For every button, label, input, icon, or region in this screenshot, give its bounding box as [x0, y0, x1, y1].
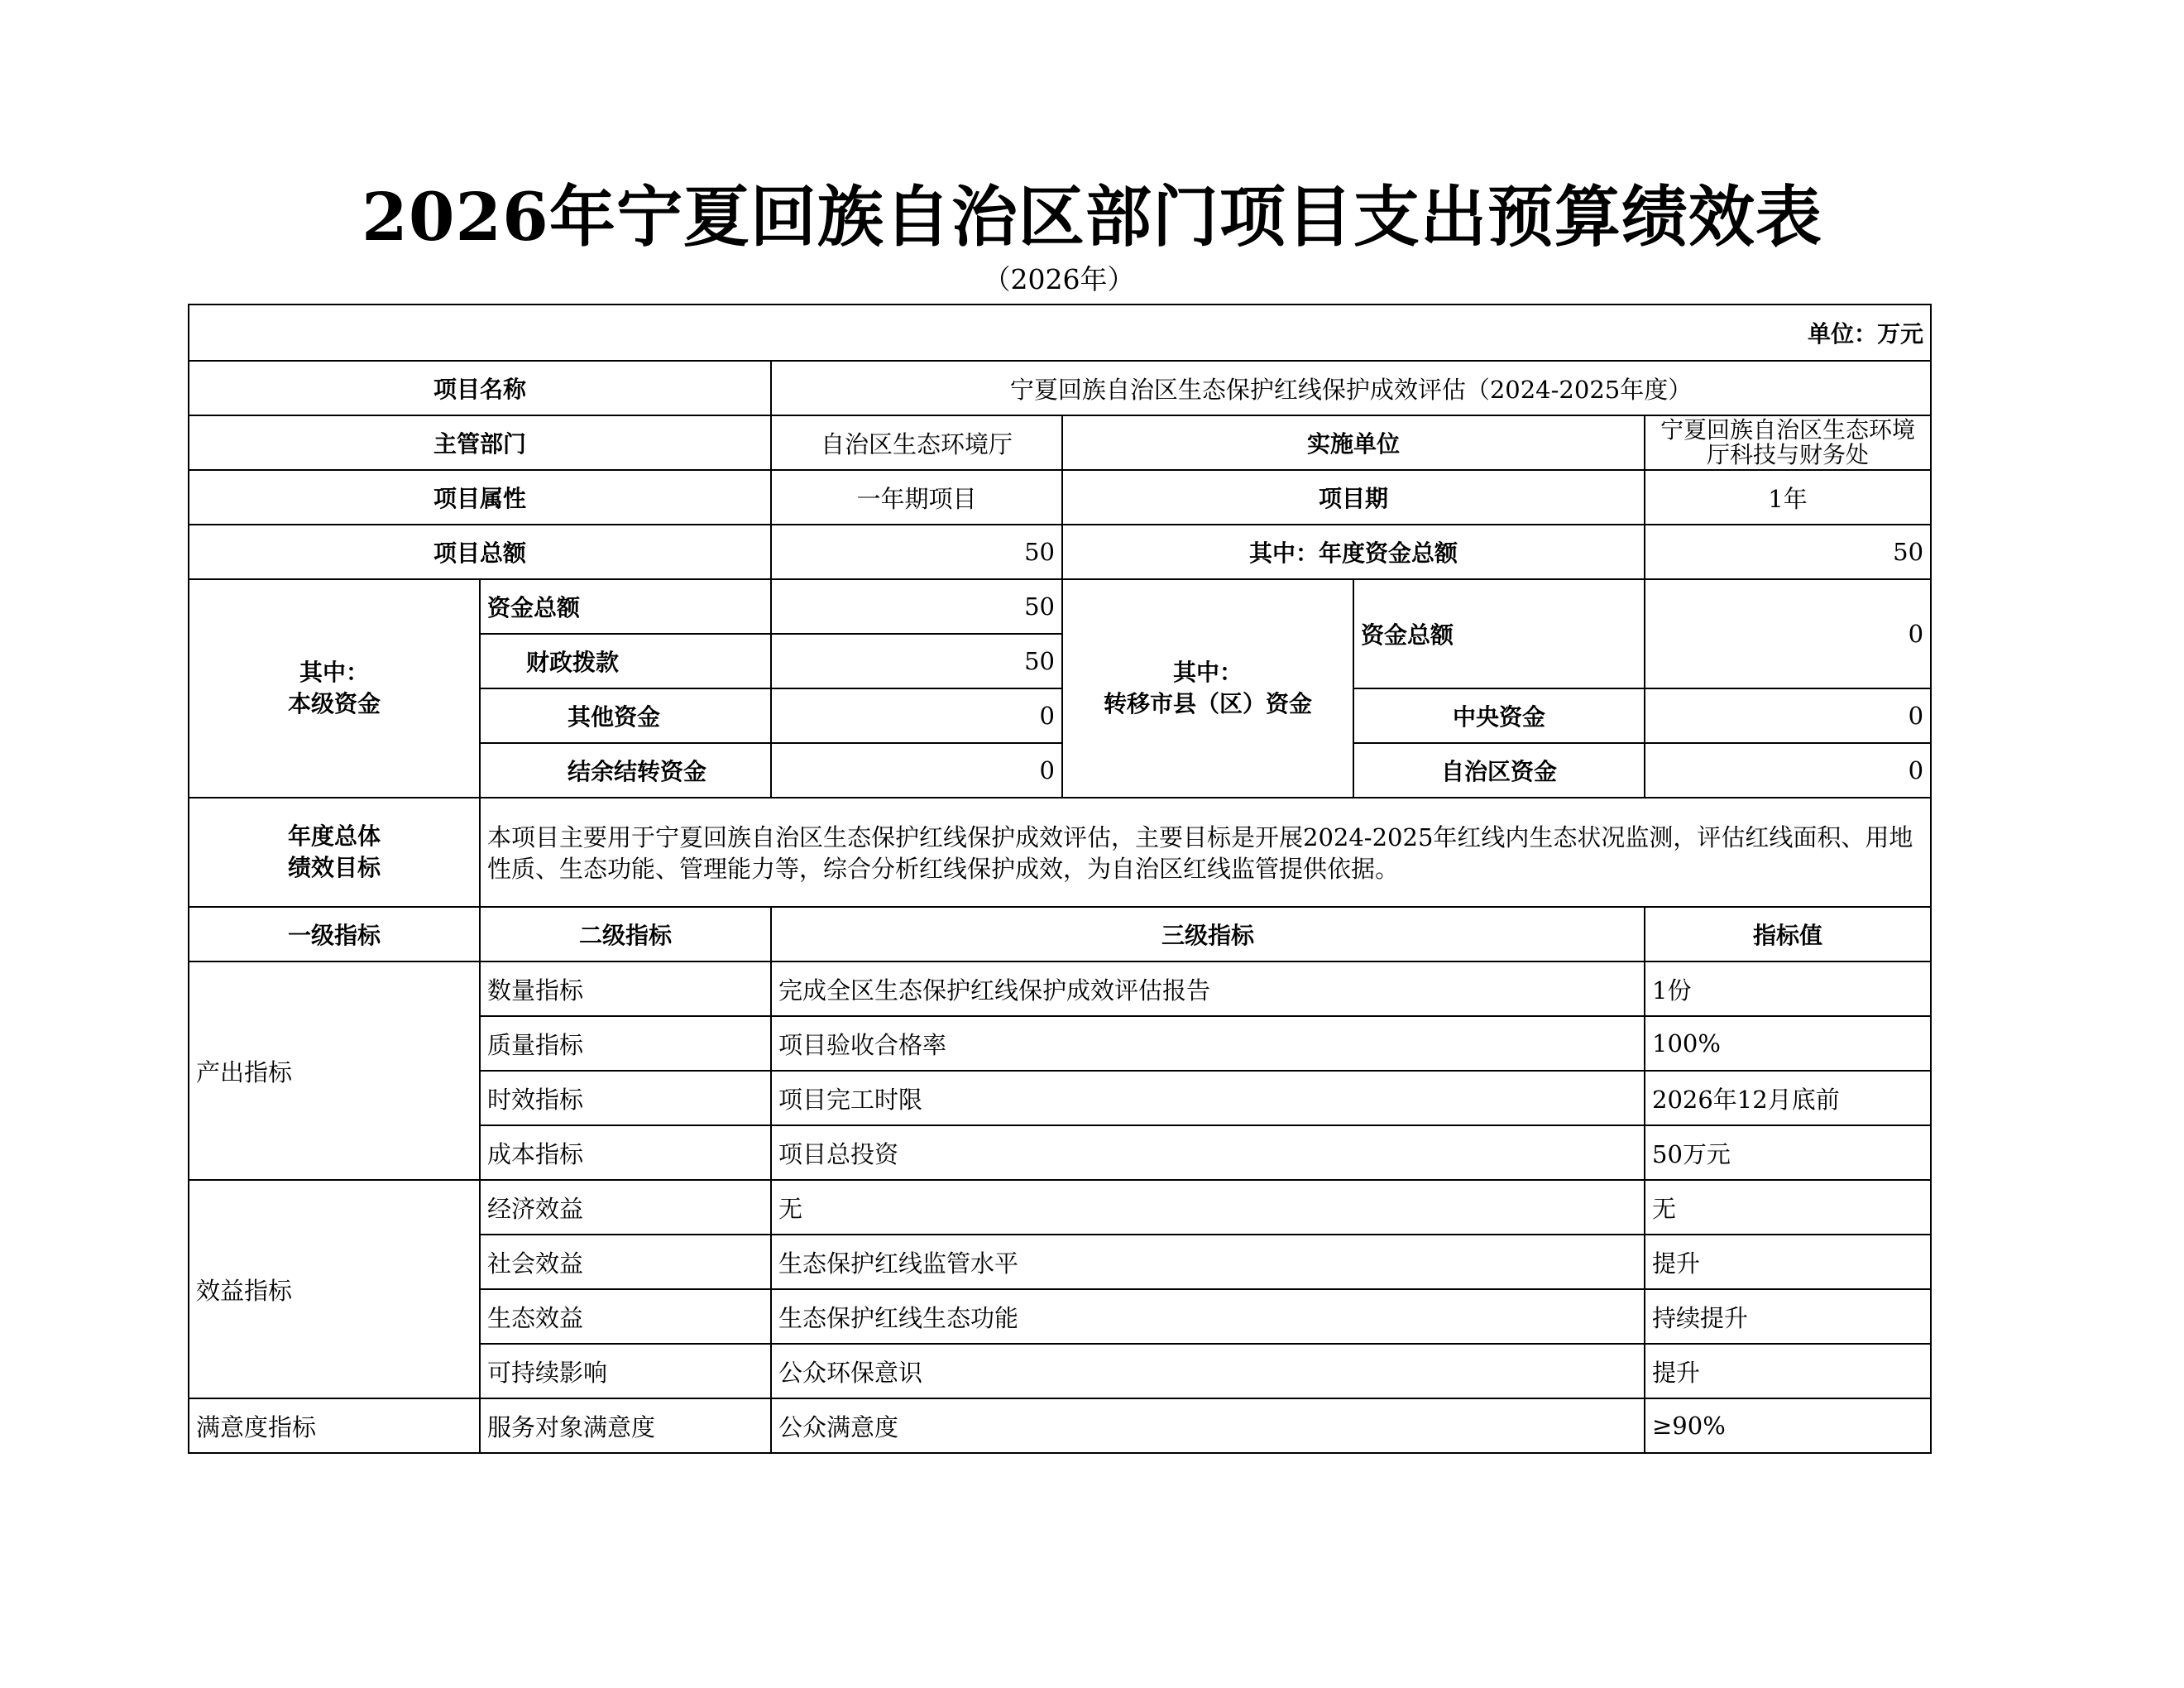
annual-funds-label: 其中：年度资金总额 [1062, 525, 1645, 579]
value-cell: 50万元 [1645, 1125, 1931, 1180]
table-row [189, 961, 1931, 1016]
level3-header: 三级指标 [771, 907, 1645, 961]
surplus-funds-label: 结余结转资金 [480, 743, 771, 798]
project-total-row [189, 525, 1931, 579]
goal-text: 本项目主要用于宁夏回族自治区生态保护红线保护成效评估，主要目标是开展2024-2025年红线内生态状况监测，评估红线面积、用地性质、生态功能、管理能力等，综合分析红线保护成效，为自治区红线监管提供依据。 [480, 798, 1931, 907]
goal-label: 年度总体 绩效目标 [189, 798, 480, 907]
level3-cell: 生态保护红线生态功能 [771, 1289, 1645, 1344]
project-attr-value: 一年期项目 [771, 470, 1062, 525]
project-name-label: 项目名称 [189, 361, 771, 415]
region-funds-label: 自治区资金 [1353, 743, 1645, 798]
project-name-value: 宁夏回族自治区生态保护红线保护成效评估（2024-2025年度） [771, 361, 1931, 415]
goal-row [189, 798, 1931, 907]
department-row [189, 415, 1931, 470]
department-value: 自治区生态环境厅 [771, 415, 1062, 470]
value-cell: 1份 [1645, 961, 1931, 1016]
level2-cell: 经济效益 [480, 1180, 771, 1235]
page-subtitle: （2026年） [983, 263, 1135, 295]
local-funds-label: 其中： 本级资金 [189, 579, 480, 798]
unit-row [189, 305, 1931, 361]
local-total-value: 50 [771, 579, 1062, 634]
fiscal-label: 财政拨款 [480, 634, 771, 688]
level1-header: 一级指标 [189, 907, 480, 961]
transfer-total-label: 资金总额 [1353, 579, 1645, 688]
level3-cell: 完成全区生态保护红线保护成效评估报告 [771, 961, 1645, 1016]
transfer-total-value: 0 [1645, 579, 1931, 688]
level2-cell: 社会效益 [480, 1235, 771, 1289]
value-cell: 持续提升 [1645, 1289, 1931, 1344]
central-funds-label: 中央资金 [1353, 688, 1645, 743]
benefit-indicator-label: 效益指标 [189, 1180, 480, 1398]
value-cell: 2026年12月底前 [1645, 1071, 1931, 1125]
level3-cell: 项目总投资 [771, 1125, 1645, 1180]
region-funds-value: 0 [1645, 743, 1931, 798]
level3-cell: 公众满意度 [771, 1398, 1645, 1453]
level3-cell: 无 [771, 1180, 1645, 1235]
performance-table [188, 304, 1932, 1454]
local-total-label: 资金总额 [480, 579, 771, 634]
level2-cell: 质量指标 [480, 1016, 771, 1071]
level2-cell: 可持续影响 [480, 1344, 771, 1398]
level3-cell: 项目完工时限 [771, 1071, 1645, 1125]
table-row [189, 1180, 1931, 1235]
value-cell: 100% [1645, 1016, 1931, 1071]
table-row [189, 1398, 1931, 1453]
funds-row-1 [189, 579, 1931, 634]
annual-funds-value: 50 [1645, 525, 1931, 579]
value-cell: ≥90% [1645, 1398, 1931, 1453]
level3-cell: 项目验收合格率 [771, 1016, 1645, 1071]
central-funds-value: 0 [1645, 688, 1931, 743]
level2-cell: 数量指标 [480, 961, 771, 1016]
transfer-funds-label: 其中： 转移市县（区）资金 [1062, 579, 1353, 798]
project-name-row [189, 361, 1931, 415]
project-attr-row [189, 470, 1931, 525]
surplus-funds-value: 0 [771, 743, 1062, 798]
project-attr-label: 项目属性 [189, 470, 771, 525]
level3-cell: 生态保护红线监管水平 [771, 1235, 1645, 1289]
value-header: 指标值 [1645, 907, 1931, 961]
unit-label: 单位：万元 [189, 305, 1931, 361]
implementing-unit-label: 实施单位 [1062, 415, 1645, 470]
other-funds-value: 0 [771, 688, 1062, 743]
fiscal-value: 50 [771, 634, 1062, 688]
project-total-value: 50 [771, 525, 1062, 579]
level2-cell: 服务对象满意度 [480, 1398, 771, 1453]
output-indicator-label: 产出指标 [189, 961, 480, 1180]
project-period-label: 项目期 [1062, 470, 1645, 525]
project-total-label: 项目总额 [189, 525, 771, 579]
value-cell: 无 [1645, 1180, 1931, 1235]
other-funds-label: 其他资金 [480, 688, 771, 743]
project-period-value: 1年 [1645, 470, 1931, 525]
level2-cell: 成本指标 [480, 1125, 771, 1180]
department-label: 主管部门 [189, 415, 771, 470]
level3-cell: 公众环保意识 [771, 1344, 1645, 1398]
implementing-unit-value: 宁夏回族自治区生态环境厅科技与财务处 [1645, 415, 1931, 470]
value-cell: 提升 [1645, 1344, 1931, 1398]
level2-cell: 时效指标 [480, 1071, 771, 1125]
value-cell: 提升 [1645, 1235, 1931, 1289]
indicator-header-row [189, 907, 1931, 961]
level2-cell: 生态效益 [480, 1289, 771, 1344]
satisfaction-indicator-label: 满意度指标 [189, 1398, 480, 1453]
page-title: 2026年宁夏回族自治区部门项目支出预算绩效表 [362, 178, 1822, 256]
level2-header: 二级指标 [480, 907, 771, 961]
